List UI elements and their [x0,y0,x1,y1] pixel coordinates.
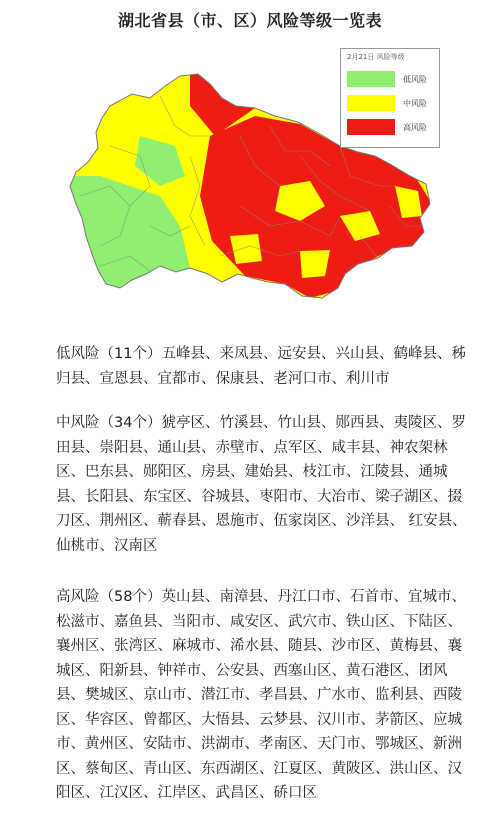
high-risk-section [56,585,468,806]
high-risk-list: 英山县、南漳县、丹江口市、石首市、宜城市、松滋市、嘉鱼县、当阳市、咸安区、武穴市、铁山区、下陆区、襄州区、张湾区、麻城市、浠水县、随县、沙市区、黄梅县、襄城区、阳新县、钟祥市、公安县、西塞山区、黄石港区、团风县、樊城区、京山市、潜江市、孝昌县、广水市、监利县、西陵区、华容区、曾都区、大悟县、云梦县、汉川市、茅箭区、应城市、黄州区、安陆市、洪湖市、孝南区、天门市、鄂城区、新洲区、蔡甸区、青山区、东西湖区、江夏区、黄陂区、洪山区、汉阳区、江汉区、江岸区、武昌区、硚口区 [56,589,466,801]
legend-title: 2月21日 风险等级 [347,53,405,61]
legend-label-low: 低风险 [403,75,427,84]
page-title: 湖北省县（市、区）风险等级一览表 [117,11,382,30]
legend-label-middle: 中风险 [403,99,427,108]
legend-swatch-low [347,71,395,87]
low-risk-header: 低风险（11个） [56,346,162,362]
middle-risk-section [56,411,468,558]
legend-row-middle [347,95,435,113]
middle-risk-header: 中风险（34个） [56,415,162,431]
legend-row-high [347,119,435,137]
legend-swatch-high [347,119,395,135]
middle-risk-list: 猇亭区、竹溪县、竹山县、郧西县、夷陵区、罗田县、崇阳县、通山县、赤壁市、点军区、咸丰县、神农架林区、巴东县、郧阳区、房县、建始县、枝江市、江陵县、通城县、长阳县、东宝区、谷城县、枣阳市、大冶市、梁子湖区、掇刀区、荆州区、蕲春县、恩施市、伍家岗区、沙洋县、 红安县、仙桃市、汉南区 [56,415,467,554]
risk-map [40,36,460,326]
low-risk-list: 五峰县、来凤县、远安县、兴山县、鹤峰县、秭归县、宣恩县、宜都市、保康县、老河口市、利川市 [56,346,466,387]
high-risk-header: 高风险（58个） [56,589,162,605]
low-risk-section [56,342,468,391]
legend-row-low [347,71,435,89]
legend-label-high: 高风险 [403,123,427,132]
map-legend [340,48,440,148]
legend-swatch-middle [347,95,395,111]
